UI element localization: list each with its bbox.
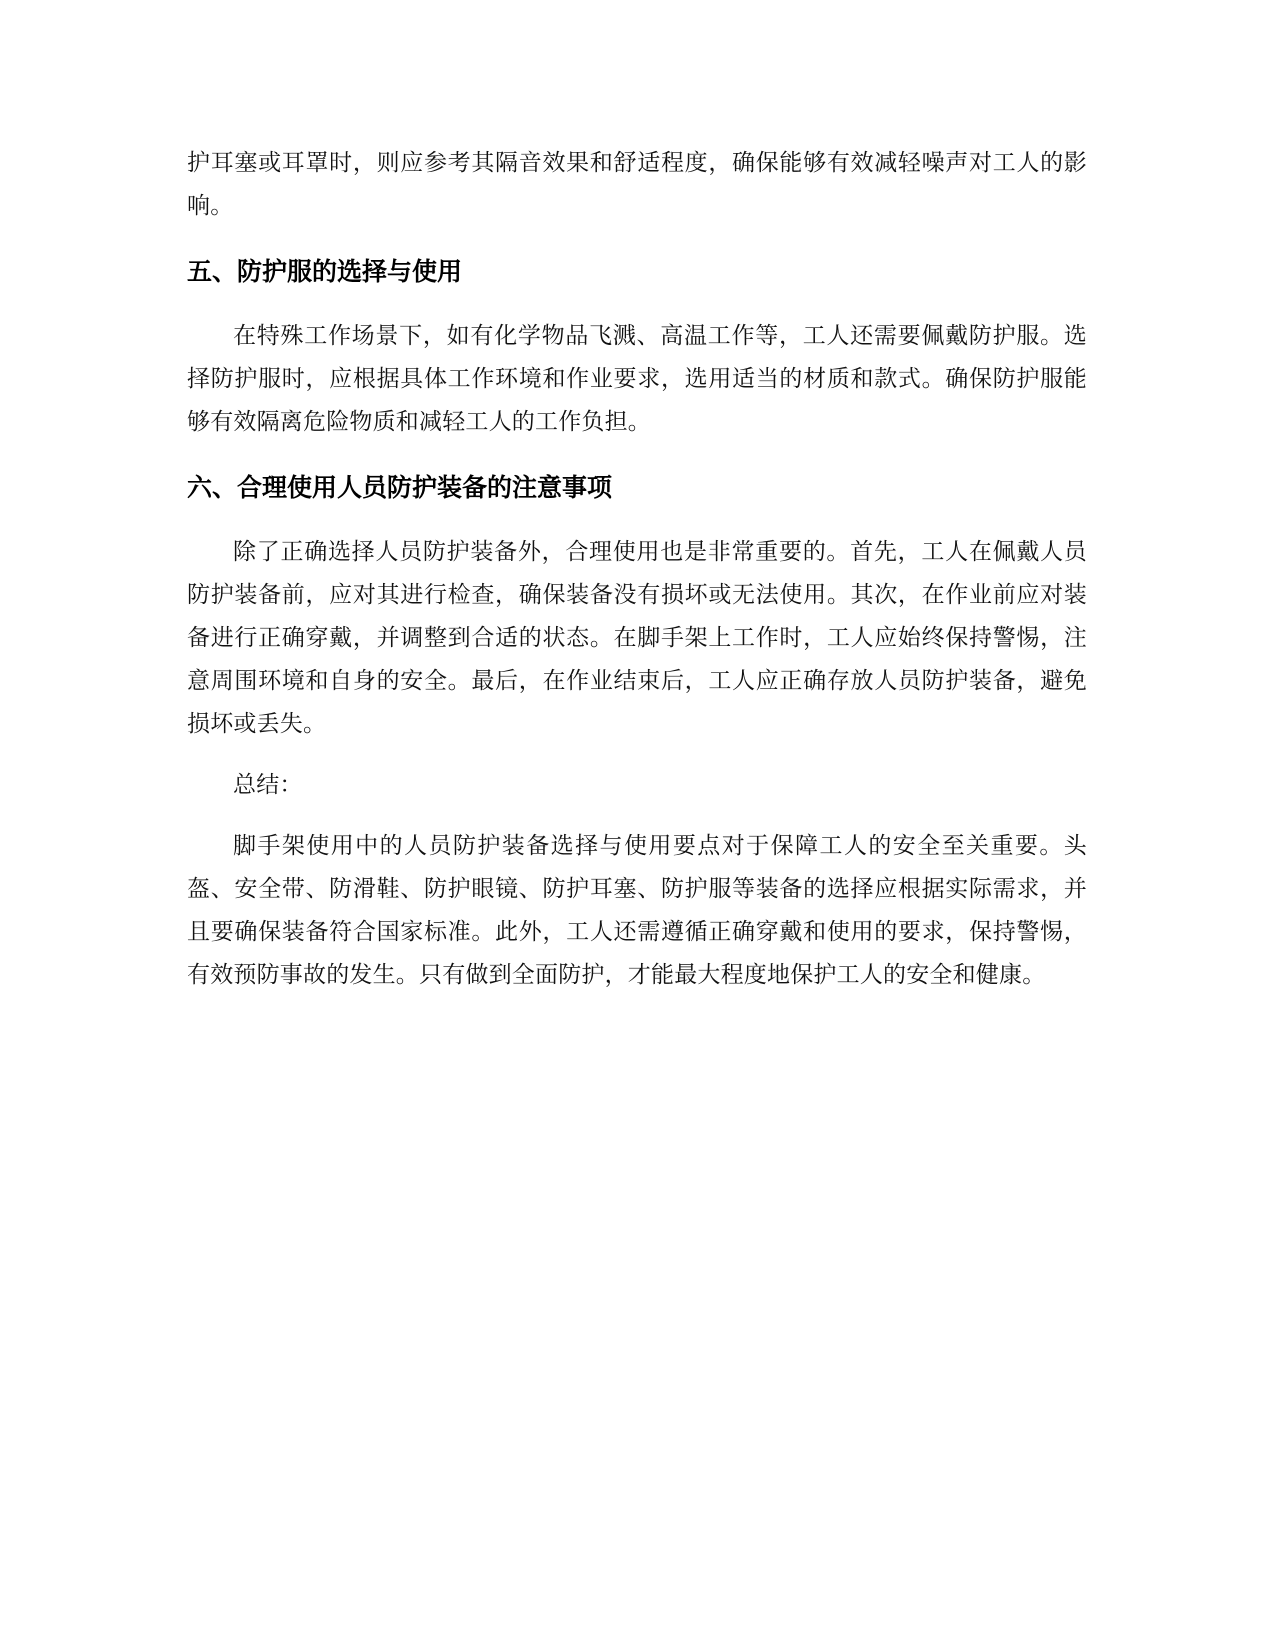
section-paragraph-usage-notes: 除了正确选择人员防护装备外，合理使用也是非常重要的。首先，工人在佩戴人员防护装备前，应对其进行检查，确保装备没有损坏或无法使用。其次，在作业前应对装备进行正确穿戴，并调整到合适的状态。在脚手架上工作时，工人应始终保持警惕，注意周围环境和自身的安全。最后，在作业结束后，工人应正确存放人员防护装备，避免损坏或丢失。 [187, 539, 1087, 737]
section-heading-protective-clothing: 五、防护服的选择与使用 [187, 257, 463, 286]
document-body [187, 142, 1087, 997]
summary-label: 总结： [233, 772, 303, 798]
continuation-paragraph: 护耳塞或耳罩时，则应参考其隔音效果和舒适程度，确保能够有效减轻噪声对工人的影响。 [187, 150, 1087, 219]
section-paragraph-protective-clothing: 在特殊工作场景下，如有化学物品飞溅、高温工作等，工人还需要佩戴防护服。选择防护服时，应根据具体工作环境和作业要求，选用适当的材质和款式。确保防护服能够有效隔离危险物质和减轻工人的工作负担。 [187, 323, 1087, 435]
summary-paragraph: 脚手架使用中的人员防护装备选择与使用要点对于保障工人的安全至关重要。头盔、安全带、防滑鞋、防护眼镜、防护耳塞、防护服等装备的选择应根据实际需求，并且要确保装备符合国家标准。此外，工人还需遵循正确穿戴和使用的要求，保持警惕，有效预防事故的发生。只有做到全面防护，才能最大程度地保护工人的安全和健康。 [187, 833, 1087, 988]
section-heading-usage-notes: 六、合理使用人员防护装备的注意事项 [187, 473, 613, 502]
